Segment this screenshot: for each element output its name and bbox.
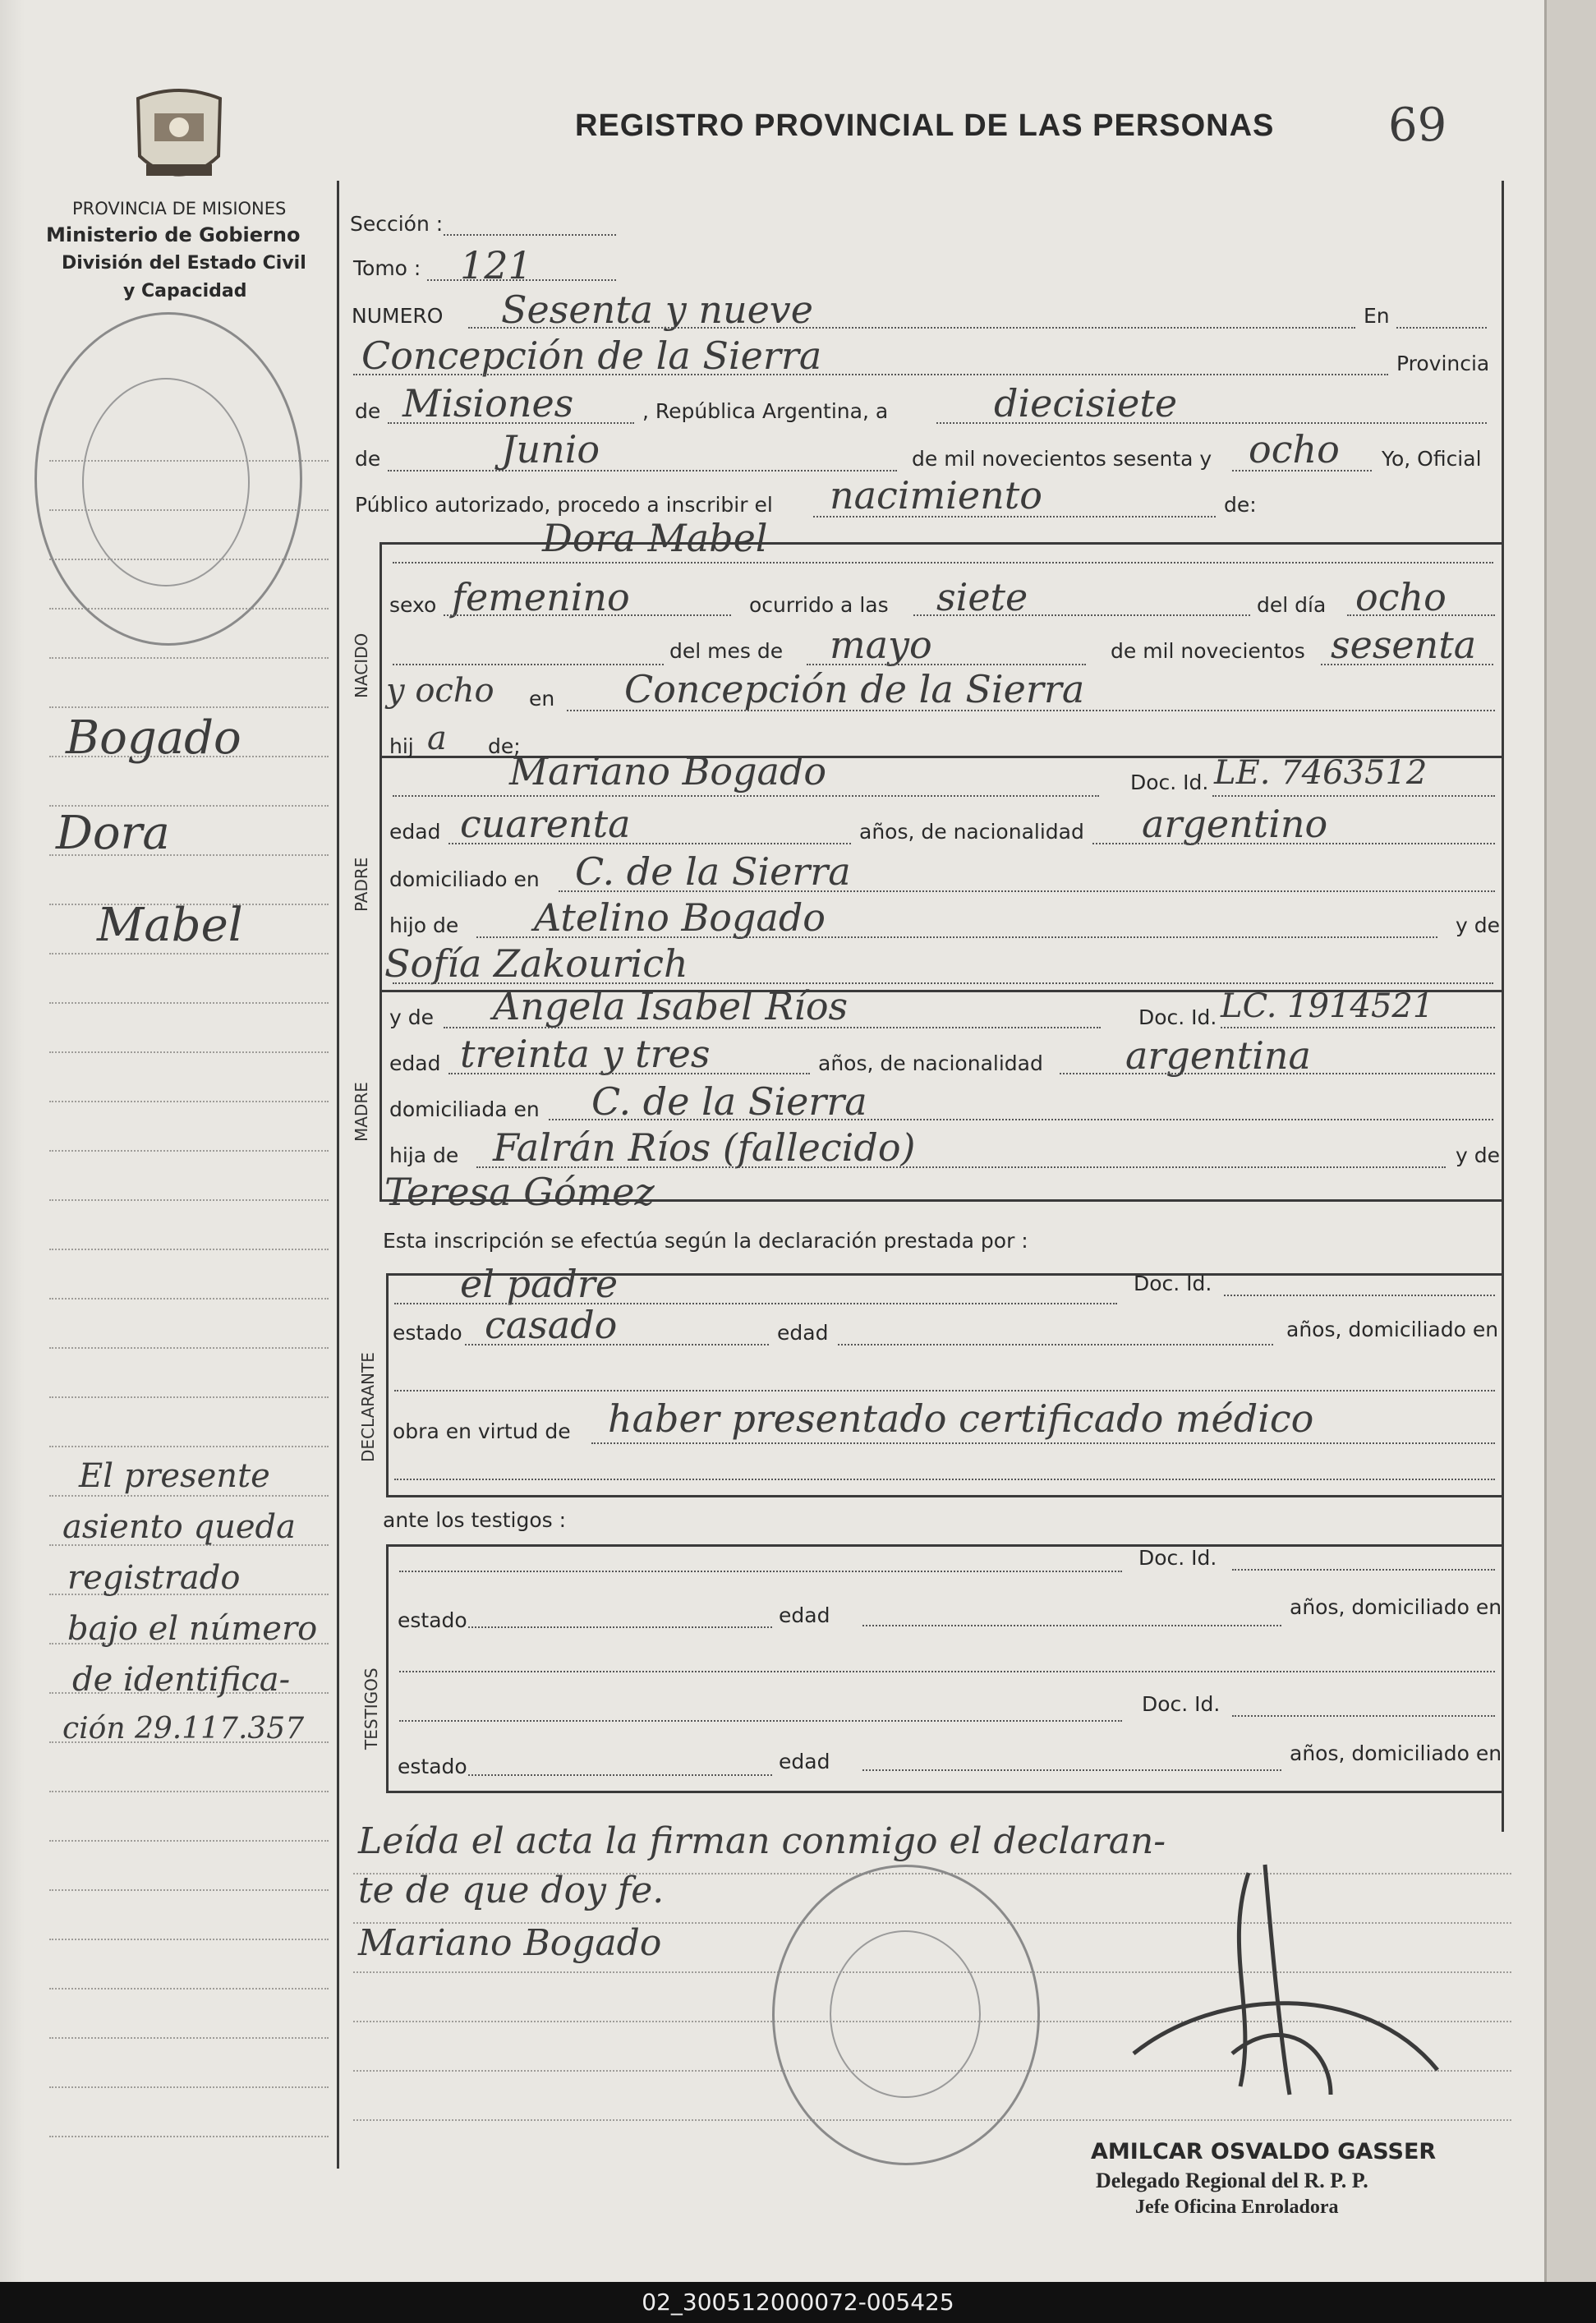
- mother-domicilio-fill: [549, 1119, 1493, 1120]
- mother-domicilio-value: C. de la Sierra: [591, 1079, 867, 1124]
- testigos-bottom: [386, 1791, 1502, 1793]
- hora-value: siete: [936, 575, 1028, 619]
- mother-nac-label: años, de nacionalidad: [818, 1051, 1043, 1075]
- father-nac-value: argentino: [1142, 802, 1328, 846]
- declarant-signature: Mariano Bogado: [358, 1922, 662, 1964]
- mes-fill: [807, 664, 1086, 665]
- mother-y-de2-label: y de: [1456, 1143, 1500, 1167]
- hijo-suffix: a: [427, 720, 447, 757]
- mother-y-de-label: y de: [389, 1005, 434, 1029]
- declarante-estado-fill: [465, 1344, 769, 1346]
- mes-label: del mes de: [669, 639, 784, 663]
- mother-nac-value: argentina: [1125, 1033, 1311, 1078]
- mother-father-value: Falrán Ríos (fallecido): [493, 1125, 916, 1170]
- father-doc-value: LE. 7463512: [1214, 754, 1428, 792]
- province-value: Misiones: [402, 381, 574, 426]
- declarante-estado-value: casado: [485, 1303, 618, 1347]
- page-title: REGISTRO PROVINCIAL DE LAS PERSONAS: [575, 108, 1275, 143]
- father-father-fill: [476, 936, 1437, 938]
- declarante-estado-label: estado: [393, 1321, 462, 1345]
- de-label-2: de: [355, 447, 381, 471]
- testigo2-edad-fill: [862, 1769, 1281, 1771]
- testigos-side-label: TESTIGOS: [361, 1668, 381, 1750]
- testigo2-doc-label: Doc. Id.: [1142, 1692, 1221, 1716]
- mes-value: mayo: [830, 623, 932, 667]
- father-edad-value: cuarenta: [460, 802, 631, 846]
- mother-name-fill: [444, 1027, 1101, 1028]
- main-right-border: [1502, 181, 1504, 1832]
- en-label: En: [1364, 304, 1390, 328]
- tomo-label: Tomo :: [353, 256, 421, 280]
- anio-label: de mil novecientos: [1111, 639, 1305, 663]
- father-edad-label: edad: [389, 820, 441, 844]
- official-signature-mark: [1117, 1848, 1446, 2111]
- testigo1-estado-label: estado: [398, 1608, 467, 1632]
- act-value: nacimiento: [830, 473, 1042, 518]
- document-id: 02_300512000072-005425: [642, 2288, 954, 2316]
- dia-fill: [1347, 614, 1495, 616]
- anio-value-2: y ocho: [386, 672, 494, 710]
- anio-fill: [1321, 664, 1493, 665]
- sexo-label: sexo: [389, 593, 437, 617]
- margin-note-2: asiento queda: [62, 1508, 296, 1546]
- declarante-edad-label: edad: [777, 1321, 829, 1345]
- book-spine: [1544, 0, 1596, 2282]
- mother-edad-value: treinta y tres: [460, 1032, 711, 1076]
- declarante-doc-fill: [1224, 1295, 1495, 1296]
- declarante-intro: Esta inscripción se efectúa según la declaración prestada por :: [383, 1229, 1028, 1253]
- province-label: PROVINCIA DE MISIONES: [72, 199, 287, 218]
- testigo2-domicilio-label: años, domiciliado en: [1290, 1741, 1502, 1765]
- lugar-value: Concepción de la Sierra: [624, 667, 1085, 711]
- coat-of-arms-emblem: [130, 82, 228, 193]
- declarante-bottom: [386, 1495, 1502, 1497]
- nacido-side-label: NACIDO: [352, 632, 371, 698]
- margin-note-3: registrado: [67, 1559, 241, 1597]
- en-fill: [1396, 327, 1487, 329]
- dia-value: ocho: [1355, 575, 1447, 619]
- sexo-fill: [444, 614, 731, 616]
- main-left-border: [337, 181, 339, 2169]
- day-value: diecisiete: [994, 381, 1178, 426]
- de-label: de: [355, 399, 381, 423]
- official-role-2: Jefe Oficina Enroladora: [1135, 2196, 1339, 2218]
- father-mother-value: Sofía Zakourich: [384, 941, 688, 986]
- testigo2-edad-label: edad: [779, 1750, 830, 1773]
- lugar-fill: [567, 710, 1495, 711]
- margin-name-2: Mabel: [97, 899, 243, 952]
- registry-stamp-center-inner: [830, 1930, 981, 2098]
- child-name: Dora Mabel: [542, 516, 768, 560]
- testigo2-name-fill: [399, 1720, 1122, 1722]
- father-doc-fill: [1212, 795, 1495, 797]
- declarante-doc-label: Doc. Id.: [1134, 1272, 1212, 1295]
- mother-mother-value: Teresa Gómez: [384, 1170, 655, 1214]
- numero-fill: [468, 327, 1355, 329]
- testigo1-edad-fill: [862, 1625, 1281, 1626]
- margin-note-6: ción 29.117.357: [62, 1712, 305, 1746]
- father-edad-fill: [448, 843, 851, 844]
- official-role: Delegado Regional del R. P. P.: [1096, 2169, 1368, 2192]
- margin-note-5: de identifica-: [72, 1661, 291, 1699]
- province-fill: [388, 422, 634, 424]
- year-label: de mil novecientos sesenta y: [912, 447, 1212, 471]
- declarante-obra-label: obra en virtud de: [393, 1419, 571, 1443]
- father-domicilio-label: domiciliado en: [389, 867, 540, 891]
- closing-line-2: te de que doy fe.: [358, 1870, 665, 1911]
- month-value: Junio: [501, 427, 600, 472]
- section-divider-declarante: [386, 1273, 389, 1495]
- father-father-value: Atelino Bogado: [534, 895, 826, 940]
- declarante-edad-fill: [838, 1344, 1273, 1346]
- padre-side-label: PADRE: [352, 857, 371, 912]
- mother-doc-fill: [1221, 1027, 1495, 1028]
- hijo-label: hij: [389, 734, 414, 758]
- year-value: ocho: [1249, 427, 1340, 472]
- tomo-fill: [427, 279, 616, 281]
- testigo1-edad-label: edad: [779, 1603, 830, 1627]
- testigo1-name-fill: [399, 1571, 1122, 1572]
- testigo2-doc-fill: [1232, 1715, 1495, 1717]
- hijo-de-label: de;: [488, 734, 521, 758]
- ocurrido-label: ocurrido a las: [749, 593, 889, 617]
- father-name: Mariano Bogado: [509, 749, 827, 794]
- publico-label: Público autorizado, procedo a inscribir el: [355, 493, 773, 517]
- day-fill: [936, 422, 1487, 424]
- mother-edad-fill: [448, 1073, 810, 1074]
- margin-name-1: Dora: [56, 807, 170, 860]
- section-divider-testigos: [386, 1544, 389, 1791]
- father-hijo-de-label: hijo de: [389, 913, 459, 937]
- declarante-obra-value: haber presentado certificado médico: [608, 1396, 1314, 1441]
- father-domicilio-value: C. de la Sierra: [575, 849, 851, 894]
- division-label-2: y Capacidad: [123, 281, 247, 301]
- hora-fill: [913, 614, 1250, 616]
- oficial-label: Yo, Oficial: [1382, 447, 1482, 471]
- declarante-side-label: DECLARANTE: [358, 1352, 378, 1462]
- testigos-top: [386, 1544, 1502, 1547]
- mother-hija-de-label: hija de: [389, 1143, 459, 1167]
- mother-edad-label: edad: [389, 1051, 441, 1075]
- month-fill: [388, 470, 897, 472]
- mother-domicilio-label: domiciliada en: [389, 1097, 540, 1121]
- mother-nac-fill: [1060, 1073, 1495, 1074]
- testigo1-doc-fill: [1232, 1569, 1495, 1571]
- testigo1-domicilio-label: años, domiciliado en: [1290, 1595, 1502, 1619]
- testigo2-estado-label: estado: [398, 1755, 467, 1778]
- year-fill: [1232, 470, 1372, 472]
- anio-value: sesenta: [1331, 623, 1477, 667]
- mes-prefix-fill: [393, 664, 664, 665]
- testigo1-doc-label: Doc. Id.: [1138, 1546, 1217, 1570]
- father-nac-fill: [1092, 843, 1495, 844]
- act-fill: [813, 516, 1216, 518]
- margin-surname: Bogado: [66, 711, 241, 765]
- official-name: AMILCAR OSVALDO GASSER: [1091, 2139, 1437, 2164]
- father-name-fill: [393, 795, 1099, 797]
- declarante-domicilio-fill: [394, 1390, 1495, 1392]
- place-value: Concepción de la Sierra: [361, 334, 822, 378]
- declarante-name: el padre: [460, 1262, 619, 1306]
- testigo2-estado-fill: [468, 1774, 772, 1776]
- mother-name: Angela Isabel Ríos: [493, 984, 849, 1028]
- division-label: División del Estado Civil: [62, 253, 306, 274]
- child-name-fill: [393, 562, 1493, 564]
- closing-line-1: Leída el acta la firman conmigo el declaran-: [358, 1820, 1166, 1862]
- seccion-fill: [444, 234, 616, 236]
- provincia-label: Provincia: [1396, 352, 1490, 375]
- place-fill: [353, 374, 1388, 375]
- testigo1-estado-fill: [468, 1626, 772, 1628]
- del-dia-label: del día: [1257, 593, 1327, 617]
- sexo-value: femenino: [452, 575, 630, 619]
- numero-value: Sesenta y nueve: [501, 288, 814, 332]
- mother-doc-label: Doc. Id.: [1138, 1005, 1217, 1029]
- testigo1-domicilio-fill: [399, 1671, 1495, 1672]
- declarante-domicilio-label: años, domiciliado en: [1286, 1318, 1499, 1341]
- tomo-value: 121: [460, 243, 532, 288]
- father-doc-label: Doc. Id.: [1130, 770, 1209, 794]
- father-nac-label: años, de nacionalidad: [859, 820, 1084, 844]
- mother-father-fill: [476, 1166, 1446, 1168]
- numero-label: NUMERO: [352, 304, 444, 328]
- registry-stamp-left-inner: [82, 378, 250, 586]
- seccion-label: Sección :: [350, 212, 444, 236]
- ministry-label: Ministerio de Gobierno: [46, 223, 301, 246]
- declarante-obra-fill: [591, 1442, 1495, 1444]
- testigos-intro: ante los testigos :: [383, 1508, 567, 1532]
- margin-note-4: bajo el número: [67, 1610, 318, 1648]
- section-divider: [379, 542, 382, 1199]
- father-domicilio-fill: [559, 890, 1495, 892]
- de-colon-label: de:: [1224, 493, 1257, 517]
- nacido-en-label: en: [529, 687, 555, 711]
- declarante-extra-fill: [394, 1479, 1495, 1480]
- republica-label: , República Argentina, a: [642, 399, 889, 423]
- father-y-de-label: y de: [1456, 913, 1500, 937]
- madre-side-label: MADRE: [352, 1082, 371, 1142]
- mother-doc-value: LC. 1914521: [1221, 987, 1434, 1025]
- margin-note-1: El presente: [79, 1457, 270, 1495]
- page-number: 69: [1388, 99, 1447, 152]
